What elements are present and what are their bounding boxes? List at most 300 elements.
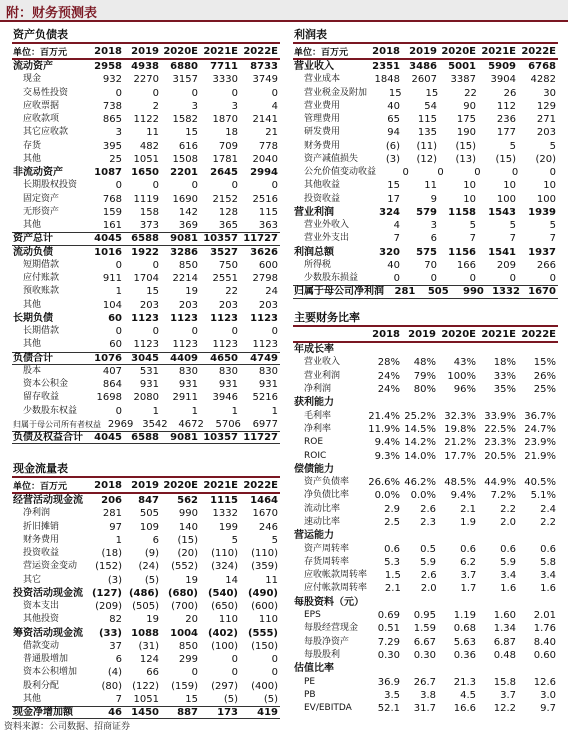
value-cell: 7 xyxy=(469,233,476,245)
value-cell: 0 xyxy=(115,405,122,417)
table-row xyxy=(293,503,558,516)
value-cell: 1541 xyxy=(488,246,516,258)
value-cell: 65 xyxy=(387,114,400,126)
value-cell: 11 xyxy=(146,127,159,139)
row-label: 估值比率 xyxy=(294,663,334,675)
row-label: 无形资产 xyxy=(23,206,60,217)
table-row xyxy=(12,246,280,259)
value-cell: 738 xyxy=(102,100,122,112)
value-cell: (5) xyxy=(144,574,159,586)
value-cell: 31.7 xyxy=(413,703,436,715)
value-cell: 0.68 xyxy=(453,623,476,635)
table-row xyxy=(293,272,558,285)
table-row xyxy=(12,507,280,520)
table-row xyxy=(293,542,558,555)
value-cell: 0.6 xyxy=(500,543,516,555)
row-label: EPS xyxy=(304,610,321,621)
value-cell: 20 xyxy=(185,614,198,626)
header-year-cell: 2018 xyxy=(372,328,400,340)
table-header xyxy=(12,42,280,60)
value-cell: (13) xyxy=(455,153,476,165)
table-row xyxy=(293,232,558,245)
row-label: 每股净资产 xyxy=(304,636,350,647)
table-row xyxy=(293,126,558,139)
header-year-cell: 2020E xyxy=(441,328,476,340)
page-banner xyxy=(0,0,568,22)
row-label: 负债及权益合计 xyxy=(13,432,83,444)
value-cell: 1076 xyxy=(94,352,122,364)
value-cell: (159) xyxy=(171,680,198,692)
value-cell: 97 xyxy=(109,521,122,533)
value-cell: 19.8% xyxy=(444,423,476,435)
value-cell: 9.4% xyxy=(374,437,400,449)
value-cell: 1464 xyxy=(250,495,278,507)
header-year-cell: 2020E xyxy=(441,45,476,57)
value-cell: 2351 xyxy=(372,61,400,73)
value-cell: 419 xyxy=(257,707,278,719)
table-row xyxy=(12,600,280,613)
header-year-cell: 2019 xyxy=(131,45,159,57)
row-label: 现金 xyxy=(23,74,42,85)
row-label: 财务费用 xyxy=(304,140,341,151)
value-cell: 931 xyxy=(139,379,159,391)
table-row xyxy=(12,547,280,560)
value-cell: 2551 xyxy=(212,273,238,285)
value-cell: 0.30 xyxy=(413,649,436,661)
table-row xyxy=(293,100,558,113)
value-cell: 8733 xyxy=(250,61,278,73)
value-cell: 7.29 xyxy=(377,636,400,648)
value-cell: 14.5% xyxy=(404,423,436,435)
value-cell: 82 xyxy=(109,614,122,626)
table-row xyxy=(293,675,558,688)
row-label: 存货 xyxy=(23,140,42,151)
row-label: 交易性投资 xyxy=(23,87,69,98)
table-row xyxy=(293,689,558,702)
table-row xyxy=(293,356,558,369)
value-cell: 6.67 xyxy=(413,636,436,648)
value-cell: 505 xyxy=(427,286,449,298)
value-cell: 28% xyxy=(377,357,400,369)
source-note: 资料来源：公司数据、招商证券 xyxy=(4,722,131,732)
value-cell: 9.4% xyxy=(450,490,476,502)
row-label: 净利润 xyxy=(304,384,332,395)
value-cell: 1 xyxy=(271,405,278,417)
value-cell: 140 xyxy=(178,521,198,533)
row-label: 营业收入 xyxy=(294,61,334,73)
value-cell: 0.5 xyxy=(420,543,436,555)
value-cell: 1650 xyxy=(131,167,159,179)
value-cell: 104 xyxy=(102,299,122,311)
value-cell: 2214 xyxy=(172,273,198,285)
value-cell: 1158 xyxy=(448,206,476,218)
table-row xyxy=(293,370,558,383)
value-cell: 0 xyxy=(271,654,278,666)
value-cell: 203 xyxy=(178,299,198,311)
row-label: 其他 xyxy=(23,299,42,310)
value-cell: 6588 xyxy=(131,233,159,245)
value-cell: (700) xyxy=(171,601,198,613)
header-year-cell: 2021E xyxy=(203,479,238,491)
value-cell: 203 xyxy=(139,299,159,311)
value-cell: 271 xyxy=(536,114,556,126)
table-row xyxy=(12,521,280,534)
value-cell: 15 xyxy=(185,127,198,139)
header-year-cell: 2022E xyxy=(521,328,556,340)
value-cell: 129 xyxy=(536,100,556,112)
table-row xyxy=(293,246,558,259)
value-cell: 1 xyxy=(152,405,159,417)
row-label: 现金净增加额 xyxy=(13,707,73,719)
value-cell: 21.2% xyxy=(444,437,476,449)
value-cell: 2152 xyxy=(212,193,238,205)
value-cell: 2.2 xyxy=(540,517,556,528)
table-title: 资产负债表 xyxy=(13,28,68,41)
table-row xyxy=(293,87,558,100)
value-cell: 206 xyxy=(101,495,122,507)
value-cell: (3) xyxy=(385,153,400,165)
table-row xyxy=(293,436,558,449)
value-cell: 3.5 xyxy=(384,689,400,701)
value-cell: 6 xyxy=(152,534,159,546)
value-cell: 1088 xyxy=(131,627,159,639)
value-cell: 19 xyxy=(146,614,159,626)
value-cell: 1051 xyxy=(133,693,159,705)
value-cell: 0.6 xyxy=(540,543,556,555)
value-cell: 0 xyxy=(509,273,516,285)
value-cell: 1670 xyxy=(252,508,278,520)
value-cell: 1.5 xyxy=(384,570,401,582)
value-cell: 9.3% xyxy=(374,450,400,462)
row-label: 投资收益 xyxy=(23,548,60,559)
value-cell: (15) xyxy=(177,534,198,546)
value-cell: 142 xyxy=(178,206,198,218)
value-cell: 3542 xyxy=(142,418,168,430)
value-cell: 22 xyxy=(225,286,238,298)
value-cell: 4.5 xyxy=(460,689,476,701)
table-row xyxy=(12,259,280,272)
value-cell: 932 xyxy=(102,74,122,86)
value-cell: 110 xyxy=(258,614,278,626)
table-row xyxy=(293,396,558,409)
table-row xyxy=(12,272,280,285)
table-body xyxy=(12,60,280,444)
value-cell: 5 xyxy=(469,220,476,232)
value-cell: 10 xyxy=(463,180,476,192)
row-label: 存货周转率 xyxy=(304,556,350,567)
row-label: 资产负债率 xyxy=(304,477,350,488)
value-cell: 100% xyxy=(447,370,476,382)
value-cell: 1.9 xyxy=(460,517,476,528)
row-label: 筹资活动现金流 xyxy=(13,627,83,639)
value-cell: 0 xyxy=(191,667,198,679)
row-label: 其他收益 xyxy=(304,180,341,191)
table-row xyxy=(293,556,558,569)
value-cell: 864 xyxy=(102,379,122,391)
table-row xyxy=(293,73,558,86)
header-year-cell: 2022E xyxy=(243,479,278,491)
value-cell: 30 xyxy=(543,87,556,99)
value-cell: (6) xyxy=(385,140,400,152)
value-cell: 40 xyxy=(387,259,400,271)
value-cell: 2.5 xyxy=(384,517,400,528)
balance-sheet-table xyxy=(12,27,280,444)
table-row xyxy=(293,153,558,166)
table-row xyxy=(12,378,280,391)
value-cell: 1332 xyxy=(212,508,238,520)
value-cell: 1543 xyxy=(488,206,516,218)
row-label: 净利率 xyxy=(304,423,332,434)
value-cell: 931 xyxy=(258,379,278,391)
row-label: 其他 xyxy=(23,220,42,231)
value-cell: 3286 xyxy=(170,246,198,258)
value-cell: (20) xyxy=(535,153,556,165)
value-cell: 2201 xyxy=(170,167,198,179)
value-cell: 1690 xyxy=(172,193,198,205)
value-cell: 24 xyxy=(265,286,278,298)
value-cell: 0 xyxy=(474,167,481,179)
value-cell: 1123 xyxy=(252,339,278,351)
row-label: 毛利率 xyxy=(304,410,332,421)
value-cell: (110) xyxy=(251,548,278,560)
value-cell: 15% xyxy=(533,357,556,369)
value-cell: 199 xyxy=(218,521,238,533)
table-row xyxy=(293,516,558,529)
value-cell: (4) xyxy=(107,667,122,679)
value-cell: 32.3% xyxy=(444,410,476,422)
value-cell: 52.1 xyxy=(377,703,400,715)
row-label: 年成长率 xyxy=(294,344,334,356)
value-cell: 2.0 xyxy=(420,583,437,595)
cash-flow-table xyxy=(12,461,280,719)
value-cell: 25% xyxy=(533,384,556,396)
value-cell: 7711 xyxy=(210,61,238,73)
value-cell: 0.36 xyxy=(453,649,476,661)
value-cell: 1004 xyxy=(170,627,198,639)
value-cell: 115 xyxy=(258,206,278,218)
row-label: 净负债比率 xyxy=(304,490,350,501)
value-cell: 44.9% xyxy=(484,477,516,489)
value-cell: (359) xyxy=(251,561,278,573)
value-cell: (12) xyxy=(416,153,437,165)
table-row xyxy=(12,431,280,444)
row-label: 营业收入 xyxy=(304,357,341,368)
value-cell: 531 xyxy=(139,365,159,377)
row-label: 应收票据 xyxy=(23,100,60,111)
value-cell: 2 xyxy=(152,100,159,112)
table-row xyxy=(12,325,280,338)
value-cell: 850 xyxy=(178,259,198,271)
value-cell: 0.48 xyxy=(493,649,516,661)
header-unit-label: 单位：百万元 xyxy=(294,47,349,58)
header-unit-label: 单位：百万元 xyxy=(13,481,68,492)
value-cell: 48% xyxy=(413,357,436,369)
value-cell: 0 xyxy=(393,273,400,285)
value-cell: 830 xyxy=(178,365,198,377)
value-cell: 2969 xyxy=(107,418,134,430)
value-cell: 505 xyxy=(139,508,159,520)
value-cell: 0.69 xyxy=(377,610,400,622)
table-row xyxy=(12,534,280,547)
table-header xyxy=(12,476,280,494)
value-cell: 66 xyxy=(146,667,159,679)
table-row xyxy=(293,569,558,582)
value-cell: 14.2% xyxy=(404,437,436,449)
value-cell: 3045 xyxy=(131,352,159,364)
row-label: 短期借款 xyxy=(23,259,60,270)
value-cell: 161 xyxy=(102,220,122,232)
table-row xyxy=(293,343,558,356)
value-cell: (110) xyxy=(211,548,238,560)
value-cell: 15 xyxy=(146,286,159,298)
row-label: 少数股东权益 xyxy=(23,405,78,416)
value-cell: 24% xyxy=(377,370,400,382)
value-cell: 2.1 xyxy=(384,583,401,595)
value-cell: 40.5% xyxy=(524,477,556,489)
value-cell: 2911 xyxy=(172,392,198,404)
value-cell: 0.0% xyxy=(410,490,436,502)
row-label: 非流动资产 xyxy=(13,167,63,179)
value-cell: 11727 xyxy=(243,233,278,245)
value-cell: 10357 xyxy=(203,432,238,444)
value-cell: 1 xyxy=(191,405,198,417)
table-row xyxy=(12,680,280,693)
row-label: 研发费用 xyxy=(304,127,341,138)
value-cell: 26% xyxy=(533,370,556,382)
value-cell: (552) xyxy=(171,561,198,573)
value-cell: 0 xyxy=(511,167,519,179)
value-cell: 109 xyxy=(139,521,159,533)
value-cell: 5.8 xyxy=(540,556,556,568)
income-statement-table xyxy=(293,27,558,299)
value-cell: (400) xyxy=(251,680,278,692)
header-year-cell: 2019 xyxy=(131,479,159,491)
value-cell: 2.6 xyxy=(420,503,436,515)
value-cell: 21 xyxy=(265,127,278,139)
row-label: 预收账款 xyxy=(23,286,60,297)
value-cell: 2080 xyxy=(133,392,159,404)
value-cell: 1.34 xyxy=(493,623,516,635)
value-cell: (20) xyxy=(177,548,198,560)
value-cell: 4672 xyxy=(178,418,204,430)
value-cell: 19 xyxy=(185,574,198,586)
value-cell: 9.7 xyxy=(540,703,556,715)
table-body xyxy=(293,60,558,299)
value-cell: 281 xyxy=(394,286,416,298)
table-row xyxy=(12,166,280,179)
value-cell: 14.0% xyxy=(404,450,436,462)
value-cell: 0 xyxy=(271,87,278,99)
value-cell: 750 xyxy=(218,259,238,271)
value-cell: (33) xyxy=(98,627,122,639)
table-row xyxy=(12,312,280,325)
table-row xyxy=(293,609,558,622)
value-cell: 22.5% xyxy=(484,423,516,435)
value-cell: 911 xyxy=(102,273,122,285)
value-cell: (127) xyxy=(91,587,122,599)
row-label: 每股经营现金 xyxy=(304,623,359,634)
header-year-cell: 2019 xyxy=(409,45,437,57)
value-cell: 2141 xyxy=(252,114,278,126)
value-cell: 2.1 xyxy=(460,503,476,515)
table-row xyxy=(12,206,280,219)
value-cell: 60 xyxy=(108,312,122,324)
table-header xyxy=(293,325,558,343)
row-label: 长期股权投资 xyxy=(23,180,78,191)
value-cell: 9 xyxy=(430,193,437,205)
value-cell: 166 xyxy=(456,259,476,271)
value-cell: 5.1% xyxy=(530,490,556,502)
row-label: 营运资金变动 xyxy=(23,561,78,572)
value-cell: 0 xyxy=(437,167,444,179)
value-cell: 5001 xyxy=(448,61,476,73)
table-row xyxy=(12,613,280,626)
value-cell: 768 xyxy=(102,193,122,205)
value-cell: 5 xyxy=(271,534,278,546)
value-cell: 46.2% xyxy=(404,477,436,489)
value-cell: 320 xyxy=(379,246,400,258)
row-label: 归属于母公司净利润 xyxy=(294,286,384,298)
value-cell: 0 xyxy=(152,259,159,271)
value-cell: 40 xyxy=(387,100,400,112)
table-row xyxy=(293,206,558,219)
value-cell: 4 xyxy=(271,100,278,112)
row-label: 经营活动现金流 xyxy=(13,495,83,507)
value-cell: 6880 xyxy=(170,61,198,73)
table-row xyxy=(12,574,280,587)
value-cell: 20.5% xyxy=(484,450,516,462)
table-row xyxy=(12,219,280,232)
value-cell: 847 xyxy=(138,495,159,507)
row-label: 普通股增加 xyxy=(23,654,69,665)
value-cell: 3.4 xyxy=(540,570,556,582)
value-cell: 1156 xyxy=(448,246,476,258)
table-row xyxy=(12,193,280,206)
value-cell: 0 xyxy=(191,180,198,192)
table-row xyxy=(12,365,280,378)
row-label: PB xyxy=(304,689,316,700)
value-cell: 24.7% xyxy=(524,423,556,435)
value-cell: 2.6 xyxy=(420,570,437,582)
value-cell: 4045 xyxy=(94,432,122,444)
value-cell: 395 xyxy=(102,140,122,152)
value-cell: 22 xyxy=(464,87,477,99)
value-cell: 21.9% xyxy=(524,450,556,462)
row-label: 资产总计 xyxy=(13,233,53,245)
value-cell: 3904 xyxy=(490,74,516,86)
value-cell: 5.9 xyxy=(420,556,436,568)
row-label: 获利能力 xyxy=(294,397,334,409)
value-cell: 931 xyxy=(178,379,198,391)
table-row xyxy=(293,649,558,662)
value-cell: (18) xyxy=(101,548,122,560)
row-label: 其他投资 xyxy=(23,614,60,625)
value-cell: (122) xyxy=(132,680,159,692)
value-cell: 616 xyxy=(178,140,198,152)
value-cell: 2994 xyxy=(250,167,278,179)
value-cell: 2.2 xyxy=(500,503,516,515)
value-cell: (24) xyxy=(138,561,159,573)
value-cell: 1123 xyxy=(210,312,238,324)
value-cell: 482 xyxy=(139,140,159,152)
header-year-cell: 2018 xyxy=(94,479,122,491)
row-label: 股利分配 xyxy=(23,680,60,691)
value-cell: 11 xyxy=(265,574,278,586)
value-cell: 1.6 xyxy=(500,583,517,595)
value-cell: 0 xyxy=(469,273,476,285)
table-row xyxy=(12,73,280,86)
value-cell: 5 xyxy=(549,140,556,152)
